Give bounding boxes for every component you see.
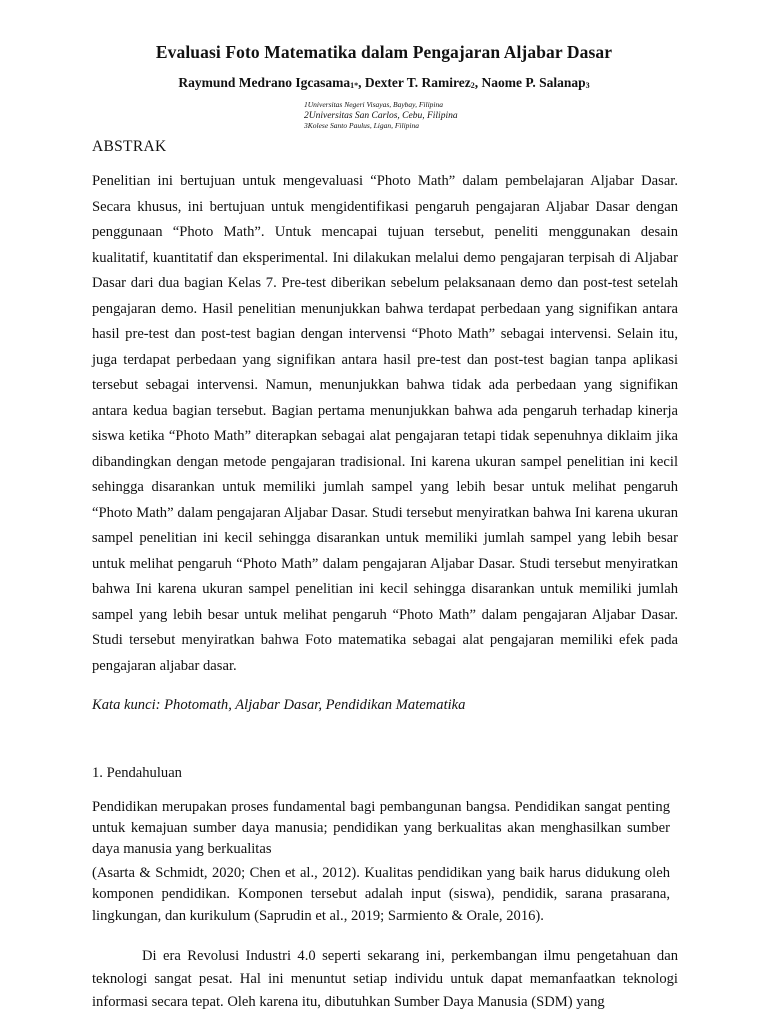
- author-separator: ,: [474, 75, 482, 90]
- affiliation: 3Kolese Santo Paulus, Ligan, Filipina: [304, 121, 420, 130]
- author-mark: 1*: [350, 81, 359, 90]
- section-paragraph: Di era Revolusi Industri 4.0 seperti sekarang ini, perkembangan ilmu pengetahuan dan teknologi sangat pesat. Hal ini menuntut setiap individu untuk dapat memanfaatkan teknologi informasi secara tepat. Oleh karena itu, dibutuhkan Sumber Daya Manusia (SDM) yang: [92, 948, 678, 1010]
- affiliation: 2Universitas San Carlos, Cebu, Filipina: [304, 110, 458, 121]
- author-mark: 3: [585, 81, 590, 90]
- paper-title: Evaluasi Foto Matematika dalam Pengajaran Aljabar Dasar: [155, 42, 613, 62]
- author-separator: ,: [358, 75, 365, 90]
- section-heading: 1. Pendahuluan: [92, 765, 182, 781]
- affiliation-list: [304, 100, 524, 132]
- affiliation: 1Universitas Negeri Visayas, Baybay, Filipina: [304, 100, 444, 109]
- author-name: Naome P. Salanap: [481, 75, 586, 90]
- author-name: Raymund Medrano Igcasama: [178, 75, 351, 90]
- section-paragraph: (Asarta & Schmidt, 2020; Chen et al., 2012). Kualitas pendidikan yang baik harus didukung oleh komponen pendidikan. Komponen tersebut adalah input (siswa), pendidik, sarana prasarana, lingkungan, dan kurikulum (Saprudin et al., 2019; Sarmiento & Orale, 2016).: [92, 865, 670, 924]
- abstract-text: Penelitian ini bertujuan untuk mengevaluasi “Photo Math” dalam pembelajaran Aljabar Dasar. Secara khusus, ini bertujuan untuk mengidentifikasi pengaruh pengajaran Aljabar Dasar dengan penggunaan “Photo Math”. Untuk mencapai tujuan tersebut, peneliti menggunakan desain kualitatif, kuantitatif dan eksperimental. Ini dilakukan melalui demo pengajaran terpisah di Aljabar Dasar dari dua bagian Kelas 7. Pre-test diberikan sebelum pelaksanaan demo dan post-test setelah pengajaran demo. Hasil penelitian menunjukkan bahwa terdapat perbedaan yang signifikan antara hasil pre-test dan post-test bagian dengan intervensi “Photo Math” sebagai intervensi. Selain itu, juga terdapat perbedaan yang signifikan antara hasil pre-test dan post-test bagian tanpa aplikasi tersebut sebagai intervensi. Namun, menunjukkan bahwa tidak ada perbedaan yang signifikan antara kedua bagian tersebut. Bagian pertama menunjukkan bahwa ada pengaruh terhadap kinerja siswa ketika “Photo Math” diterapkan sebagai alat pengajaran tetapi tidak sepenuhnya diklaim jika dibandingkan dengan metode pengajaran tradisional. Ini karena ukuran sampel penelitian ini kecil sehingga disarankan untuk memiliki jumlah sampel yang lebih besar untuk melihat pengaruh “Photo Math” dalam pengajaran Aljabar Dasar. Studi tersebut menyiratkan bahwa Ini karena ukuran sampel penelitian ini kecil sehingga disarankan untuk memiliki jumlah sampel yang lebih besar untuk melihat pengaruh “Photo Math” dalam pengajaran Aljabar Dasar. Studi tersebut menyiratkan bahwa Ini karena ukuran sampel penelitian ini kecil sehingga disarankan untuk memiliki jumlah sampel yang lebih besar untuk melihat pengaruh “Photo Math” dalam pengajaran Aljabar Dasar. Studi tersebut menyiratkan bahwa Foto matematika sebagai alat pengajaran memiliki efek pada pengajaran aljabar dasar.: [92, 173, 678, 674]
- author-name: Dexter T. Ramirez: [364, 75, 471, 90]
- author-list: [0, 75, 768, 91]
- section-paragraph: Pendidikan merupakan proses fundamental bagi pembangunan bangsa. Pendidikan sangat penting untuk kemajuan sumber daya manusia; pendidikan yang berkualitas akan menghasilkan sumber daya manusia yang berkualitas: [92, 799, 670, 857]
- abstract-heading: ABSTRAK: [92, 138, 167, 155]
- keywords: Kata kunci: Photomath, Aljabar Dasar, Pendidikan Matematika: [92, 697, 466, 713]
- author-mark: 2: [470, 81, 475, 90]
